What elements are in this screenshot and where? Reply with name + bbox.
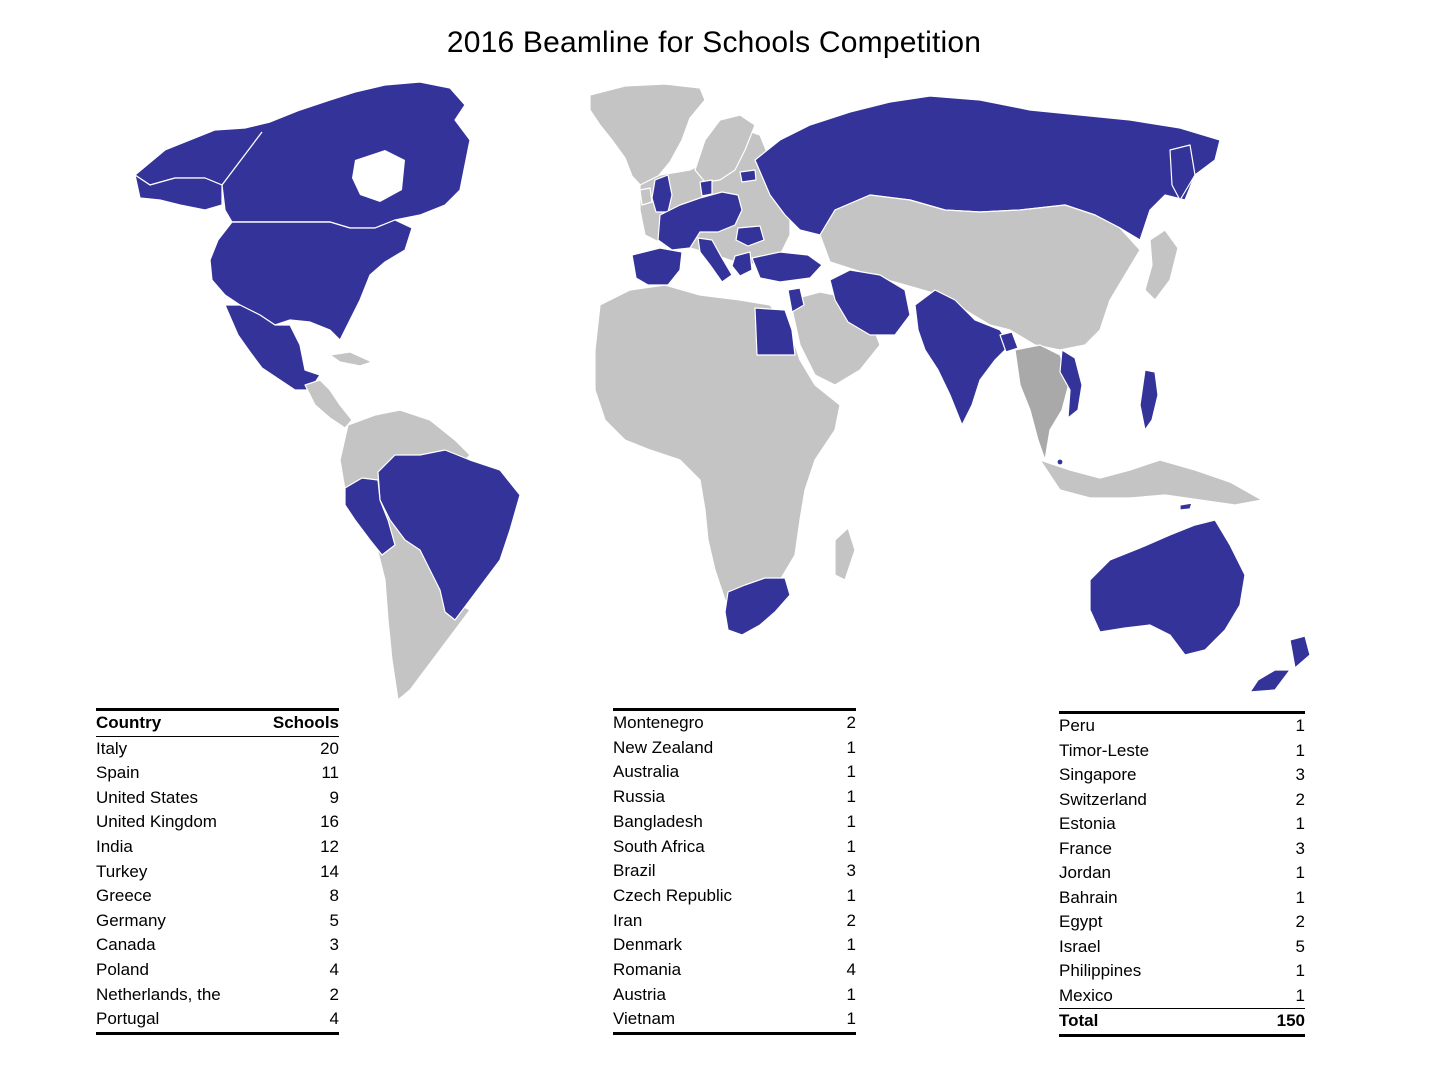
table-row: [1059, 959, 1305, 984]
country-name: Philippines: [1059, 961, 1142, 980]
school-count: 9: [329, 787, 339, 807]
country-name: Mexico: [1059, 985, 1113, 1005]
region-estonia: [740, 170, 756, 182]
country-name: Peru: [1059, 716, 1095, 735]
country-name: Singapore: [1059, 765, 1137, 784]
school-count: 4: [329, 959, 339, 979]
country-name: Iran: [613, 910, 643, 930]
country-name: Australia: [613, 762, 680, 782]
table-row: [613, 810, 856, 835]
country-name: Russia: [613, 787, 665, 807]
country-table-3: [1059, 711, 1305, 1037]
country-name: Bangladesh: [613, 811, 703, 831]
table-row: [1059, 861, 1305, 886]
school-count: 2: [1295, 789, 1305, 809]
school-count: 1: [846, 1009, 856, 1029]
country-name: Poland: [96, 959, 149, 979]
school-count: 1: [1295, 814, 1305, 833]
country-name: United Kingdom: [96, 812, 217, 832]
country-name: South Africa: [613, 836, 705, 856]
school-count: 4: [846, 960, 856, 980]
school-count: 3: [329, 935, 339, 955]
school-count: 2: [846, 713, 856, 732]
country-name: Brazil: [613, 861, 656, 881]
school-count: 2: [846, 910, 856, 930]
region-greece: [732, 252, 752, 276]
country-name: New Zealand: [613, 737, 714, 757]
table-row: [96, 933, 339, 958]
table-row: [1059, 713, 1305, 739]
table-row: [96, 909, 339, 934]
table-row: [1059, 763, 1305, 788]
country-name: Montenegro: [613, 713, 704, 732]
region-madagascar: [835, 528, 855, 580]
country-name: Israel: [1059, 936, 1101, 956]
region-turkey: [752, 252, 822, 282]
region-singapore: [1057, 459, 1063, 465]
region-philippines: [1140, 370, 1158, 430]
region-australia: [1090, 520, 1245, 655]
school-count: 8: [329, 886, 339, 906]
country-name: Spain: [96, 763, 140, 783]
school-count: 1: [846, 737, 856, 757]
table-row: [1059, 812, 1305, 837]
region-japan: [1145, 230, 1178, 300]
region-new-zealand-south: [1250, 670, 1290, 692]
table-row: [96, 786, 339, 811]
region-indonesia: [1040, 460, 1262, 505]
school-count: 1: [1295, 716, 1305, 735]
school-count: 3: [1295, 765, 1305, 784]
school-count: 14: [320, 861, 339, 881]
table-row: [1059, 886, 1305, 911]
school-count: 1: [1295, 961, 1305, 980]
country-name: Vietnam: [613, 1009, 676, 1029]
column-header-country: Country: [96, 710, 255, 737]
country-table-2: [613, 708, 856, 1035]
school-count: 1: [1295, 887, 1305, 907]
school-count: 4: [329, 1009, 339, 1029]
table-row: [96, 983, 339, 1008]
table-row: [96, 736, 339, 761]
school-count: 2: [1295, 912, 1305, 931]
country-name: Austria: [613, 984, 666, 1004]
table-row: [1059, 788, 1305, 813]
total-value: 150: [1246, 1009, 1305, 1036]
country-name: Turkey: [96, 861, 148, 881]
table-row: [96, 835, 339, 860]
table-row: [96, 1007, 339, 1033]
country-name: Czech Republic: [613, 885, 733, 905]
school-count: 1: [846, 935, 856, 955]
school-count: 1: [1295, 740, 1305, 760]
country-name: Italy: [96, 738, 128, 758]
country-name: Romania: [613, 960, 682, 980]
school-count: 1: [846, 787, 856, 807]
table-row: [96, 958, 339, 983]
school-count: 11: [321, 763, 339, 783]
table-row: [1059, 739, 1305, 764]
region-iberia: [632, 248, 682, 285]
region-united-kingdom: [652, 175, 672, 212]
country-name: France: [1059, 838, 1112, 858]
region-denmark: [700, 180, 712, 196]
country-name: Germany: [96, 910, 166, 930]
table-row: [613, 835, 856, 860]
country-name: India: [96, 836, 133, 856]
region-ireland: [640, 188, 652, 205]
school-count: 3: [846, 861, 856, 881]
table-row: [1059, 984, 1305, 1009]
school-count: 5: [329, 910, 339, 930]
country-name: Timor-Leste: [1059, 740, 1150, 760]
region-central-america: [305, 380, 352, 428]
column-header-schools: Schools: [255, 710, 339, 737]
table-row: [613, 859, 856, 884]
region-new-zealand: [1290, 636, 1310, 668]
table-row: [613, 760, 856, 785]
country-table-1: [96, 708, 339, 1035]
table-row: [613, 909, 856, 934]
region-cuba: [330, 352, 372, 366]
table-row: [613, 933, 856, 958]
country-name: Estonia: [1059, 814, 1116, 833]
country-name: Netherlands, the: [96, 984, 221, 1004]
school-count: 16: [320, 812, 339, 832]
table-row: [96, 860, 339, 885]
country-name: Jordan: [1059, 863, 1111, 882]
country-name: Switzerland: [1059, 789, 1147, 809]
table-row: [613, 710, 856, 736]
table-row: [96, 810, 339, 835]
country-name: Egypt: [1059, 912, 1103, 931]
table-row: [1059, 910, 1305, 935]
table-row: [613, 785, 856, 810]
school-count: 1: [846, 984, 856, 1004]
total-row: [1059, 1009, 1305, 1036]
country-name: Canada: [96, 935, 156, 955]
total-label: Total: [1059, 1009, 1246, 1036]
table-row: [613, 736, 856, 761]
school-count: 5: [1295, 936, 1305, 956]
table-row: [1059, 837, 1305, 862]
school-count: 3: [1295, 838, 1305, 858]
region-timor-leste: [1180, 503, 1192, 510]
school-count: 2: [329, 984, 339, 1004]
school-count: 1: [846, 811, 856, 831]
table-row: [613, 884, 856, 909]
school-count: 12: [320, 836, 339, 856]
region-egypt: [755, 308, 795, 355]
country-name: Bahrain: [1059, 887, 1118, 907]
page-title: 2016 Beamline for Schools Competition: [446, 26, 982, 59]
country-name: Portugal: [96, 1009, 160, 1029]
school-count: 1: [846, 762, 856, 782]
school-count: 1: [846, 836, 856, 856]
table-row: [96, 884, 339, 909]
table-row: [613, 1007, 856, 1033]
country-name: Greece: [96, 886, 152, 906]
table-row: [1059, 935, 1305, 960]
country-name: United States: [96, 787, 199, 807]
country-name: Denmark: [613, 935, 682, 955]
table-row: [613, 983, 856, 1008]
school-count: 1: [1295, 863, 1305, 882]
school-count: 20: [320, 738, 339, 758]
table-row: [96, 761, 339, 786]
school-count: 1: [846, 885, 856, 905]
school-count: 1: [1295, 985, 1305, 1005]
table-row: [613, 958, 856, 983]
